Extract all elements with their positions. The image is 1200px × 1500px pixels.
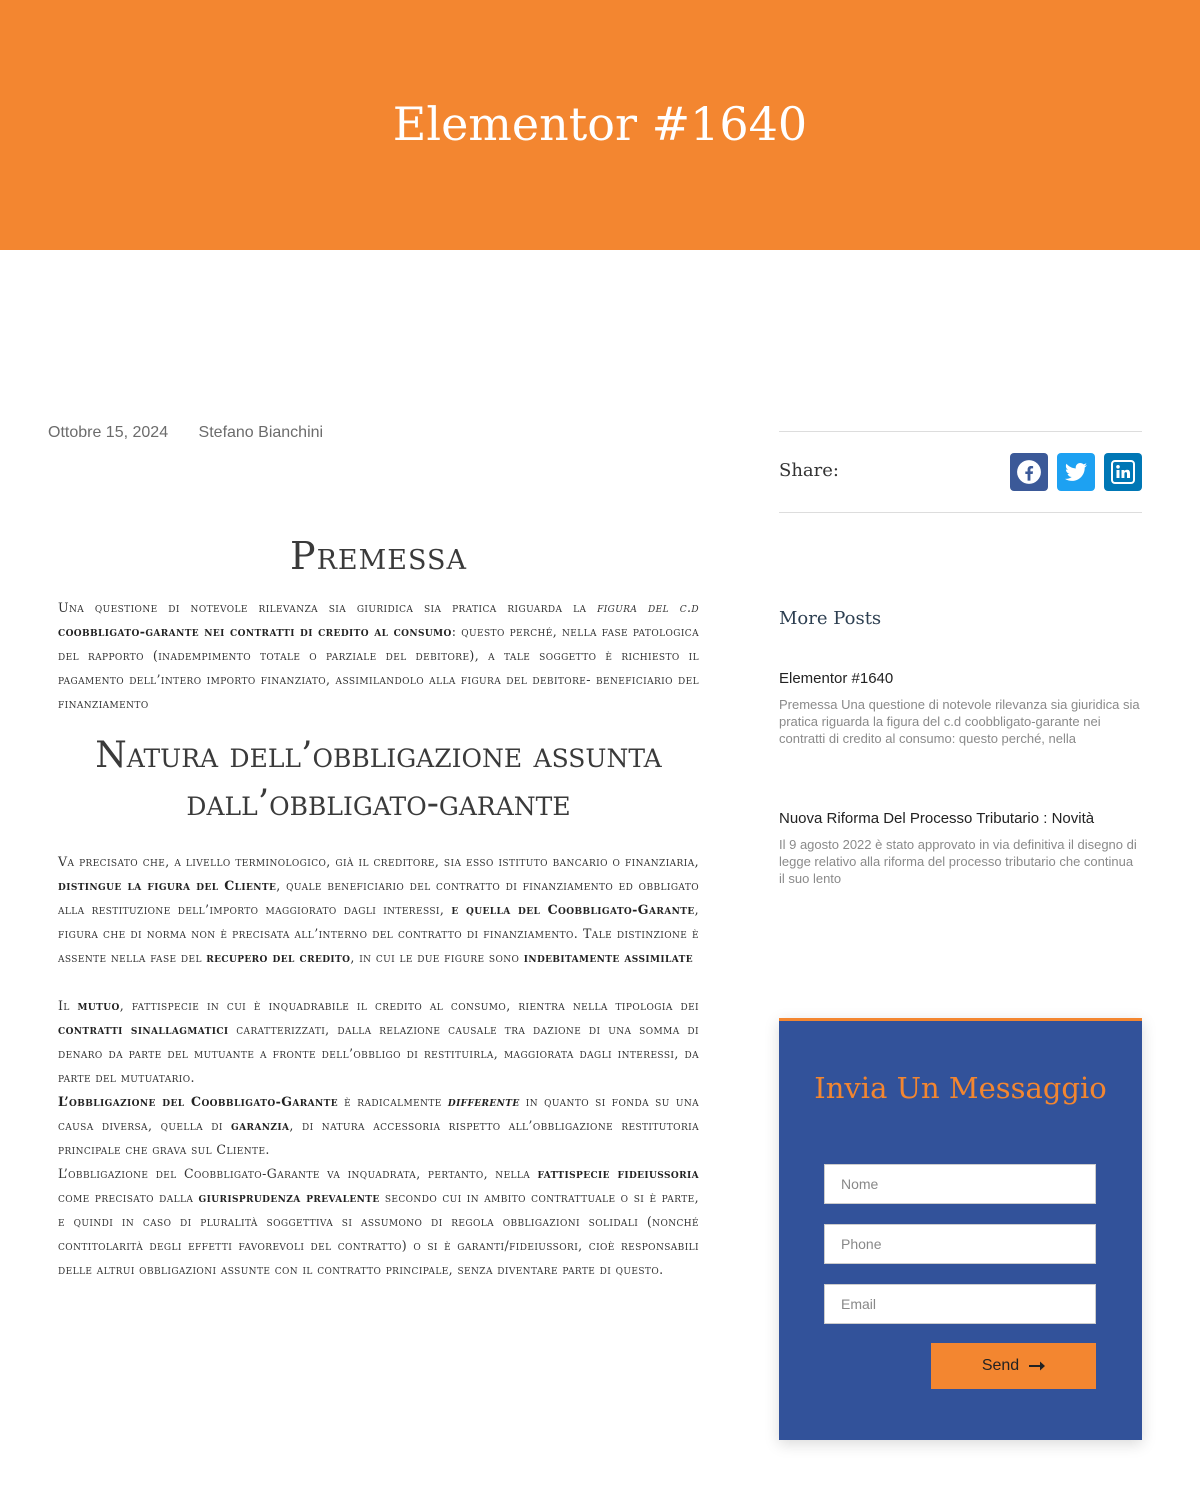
- page-title: Elementor #1640: [392, 97, 808, 151]
- paragraph-premessa: Una questione di notevole rilevanza sia giuridica sia pratica riguarda la figura del c.d coobbligato-garante nei contratti di credito al consumo: questo perché, nella fase patologica del rapporto (inadempimento totale o parziale del debitore), a tale soggetto è richiesto il pagamento dell’intero importo finanziato, assimilandolo alla figura del debitore- beneficiario del finanziamento: [58, 600, 699, 711]
- article-body: [58, 530, 699, 1282]
- more-post-item[interactable]: [779, 669, 1142, 747]
- post-date: Ottobre 15, 2024: [48, 424, 169, 441]
- more-post-title[interactable]: Nuova Riforma Del Processo Tributario : Novità: [779, 810, 1095, 827]
- paragraph-natura-3: L’obbligazione del Coobbligato-Garante è radicalmente differente in quanto si fonda su una causa diversa, quella di garanzia, di natura accessoria rispetto all’obbligazione restitutoria principale che grava sul Cliente.: [58, 1094, 700, 1157]
- post-meta: [48, 424, 349, 442]
- linkedin-share-button[interactable]: [1104, 453, 1142, 491]
- share-bar: [779, 431, 1142, 513]
- twitter-icon: [1063, 460, 1089, 484]
- name-field[interactable]: [824, 1164, 1096, 1204]
- contact-form: [779, 1018, 1142, 1440]
- facebook-icon: [1016, 459, 1042, 485]
- paragraph-natura-2: Il mutuo, fattispecie in cui è inquadrabile il credito al consumo, rientra nella tipologia dei contratti sinallagmatici caratterizzati, dalla relazione causale tra dazione di una somma di denaro da parte del mutuante a fronte dell’obbligo di restituirla, maggiorata dagli interessi, da parte del mutuatario.: [58, 998, 699, 1085]
- more-post-title[interactable]: Elementor #1640: [779, 670, 894, 687]
- share-buttons: [1010, 453, 1142, 491]
- email-field[interactable]: [824, 1284, 1096, 1324]
- send-button[interactable]: [931, 1343, 1096, 1389]
- section-heading-natura: Natura dell’obbligazione assunta dall’obbligato-garante: [95, 735, 662, 824]
- facebook-share-button[interactable]: [1010, 453, 1048, 491]
- paragraph-natura-1: Va precisato che, a livello terminologico, già il creditore, sia esso istituto bancario o finanziaria, distingue la figura del Cliente, quale beneficiario del contratto di finanziamento ed obbligato alla restituzione dell’importo maggiorato dagli interessi, e quella del Coobbligato-Garante, figura che di norma non è precisata all’interno del contratto di finanziamento. Tale distinzione è assente nella fase del recupero del credito, in cui le due figure sono indebitamente assimilate: [58, 854, 699, 965]
- more-posts-heading: More Posts: [779, 608, 882, 629]
- section-heading-premessa: Premessa: [290, 534, 467, 578]
- contact-form-title: Invia Un Messaggio: [814, 1071, 1107, 1105]
- hero-banner: [0, 0, 1200, 250]
- arrow-right-icon: [1029, 1360, 1045, 1372]
- phone-field[interactable]: [824, 1224, 1096, 1264]
- send-button-label: Send: [981, 1357, 1020, 1374]
- more-post-excerpt: Premessa Una questione di notevole rilevanza sia giuridica sia pratica riguarda la figura del c.d coobbligato-garante nei contratti di credito al consumo: questo perché, nella: [779, 697, 1140, 746]
- twitter-share-button[interactable]: [1057, 453, 1095, 491]
- post-author[interactable]: Stefano Bianchini: [198, 424, 324, 441]
- share-label: Share:: [779, 460, 839, 481]
- paragraph-natura-4: L’obbligazione del Coobbligato-Garante va inquadrata, pertanto, nella fattispecie fideiussoria come precisato dalla giurisprudenza prevalente secondo cui in ambito contrattuale o si è parte, e quindi in caso di pluralità soggettiva si assumono di regola obbligazioni solidali (nonché contitolarità degli effetti favorevoli del contratto) o si è garanti/fideiussori, cioè responsabili delle altrui obbligazioni assunte con il contratto principale, senza diventare parte di questo.: [58, 1166, 699, 1277]
- more-post-excerpt: Il 9 agosto 2022 è stato approvato in via definitiva il disegno di legge relativo alla riforma del processo tributario che continua il suo lento: [779, 837, 1137, 886]
- more-post-item[interactable]: [779, 809, 1142, 887]
- linkedin-icon: [1111, 460, 1135, 484]
